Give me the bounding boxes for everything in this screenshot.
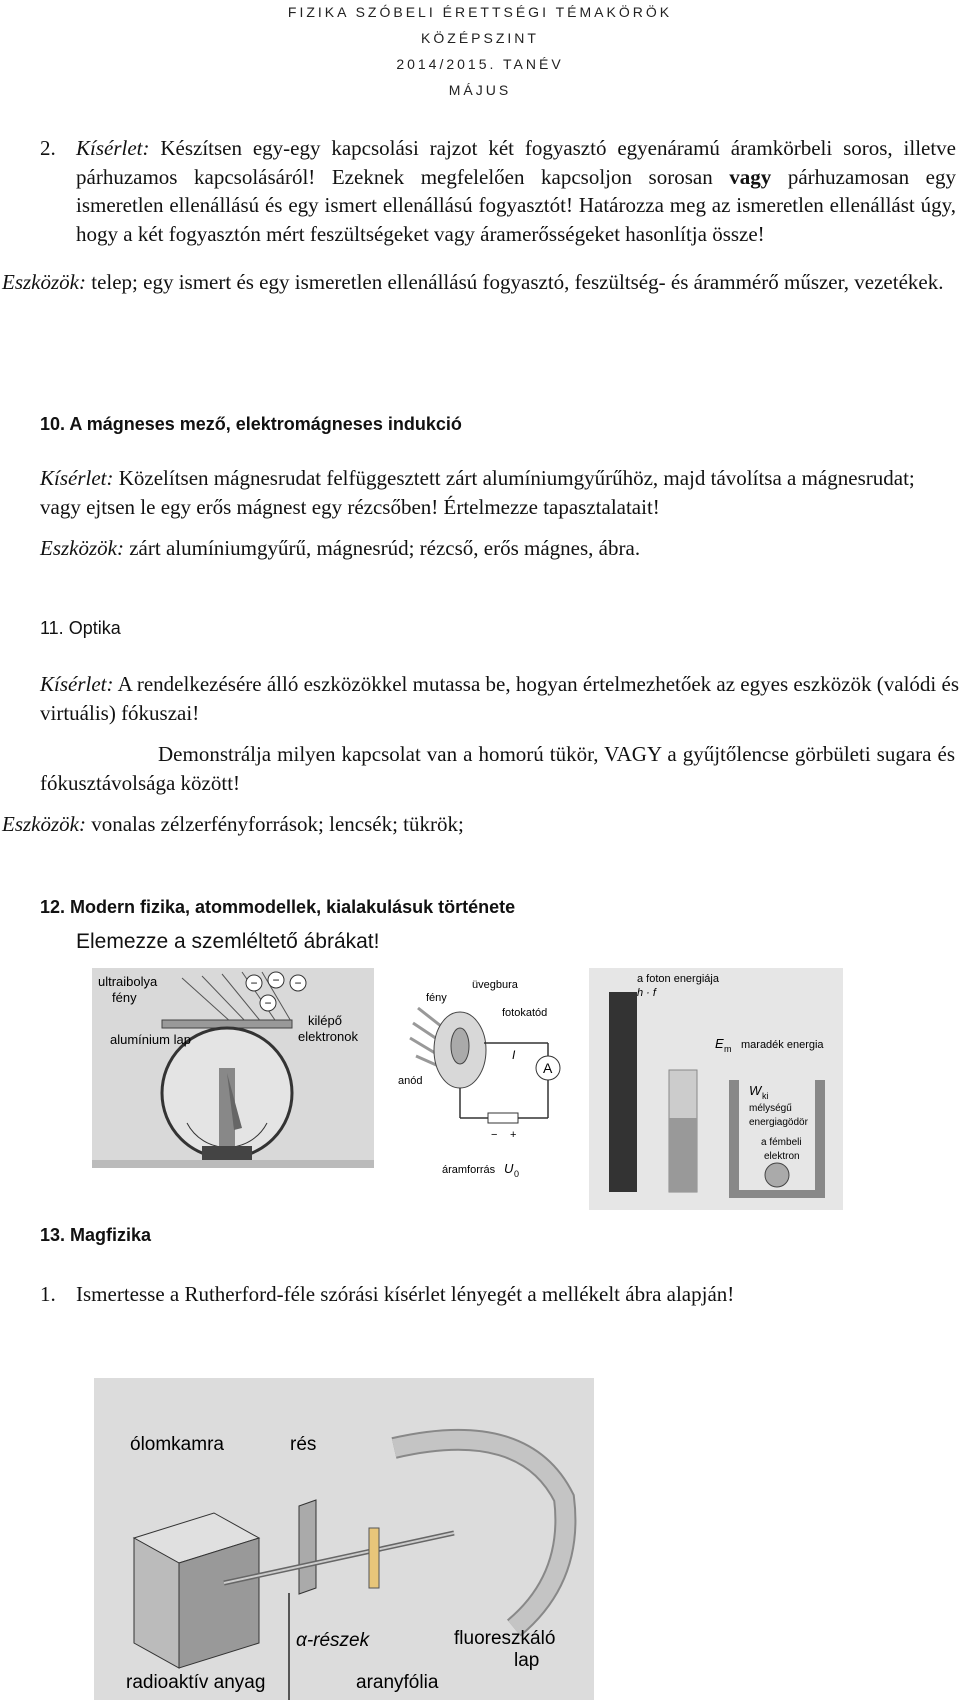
fig4-foil-label: aranyfólia xyxy=(356,1672,439,1693)
fig3-photon-label2: h · f xyxy=(637,987,656,999)
item2-tools-label: Eszközök: xyxy=(2,270,86,294)
svg-text:−: − xyxy=(294,976,302,990)
fig2-plus: + xyxy=(510,1129,517,1141)
fig3-metal-label2: elektron xyxy=(764,1151,800,1162)
section11-body: A rendelkezésére álló eszközökkel mutassa be, hogyan értelmezhetőek az egyes eszközök (valódi és virtuális) fókuszai! xyxy=(40,672,959,725)
item2-bold: vagy xyxy=(729,164,772,189)
fig3-metal-label1: a fémbeli xyxy=(761,1137,802,1148)
section12-subtitle: Elemezze a szemléltető ábrákat! xyxy=(76,930,380,953)
header-year: 2014/2015. TANÉV xyxy=(396,56,564,72)
fig4-slit-label: rés xyxy=(290,1434,317,1455)
fig2-anode-label: anód xyxy=(398,1075,423,1087)
section13-item-number: 1. xyxy=(40,1282,56,1306)
fig3-wk-label: W xyxy=(749,1083,762,1098)
fig3-well-label1: mélységű xyxy=(749,1103,792,1114)
fig3-em-sub: m xyxy=(724,1044,732,1054)
fig1-uv-label2: fény xyxy=(112,990,137,1005)
section10-tools-label: Eszközök: xyxy=(40,536,124,560)
header-month: MÁJUS xyxy=(448,82,512,98)
fig4-source-label: radioaktív anyag xyxy=(126,1672,266,1693)
item2-text xyxy=(76,134,956,248)
svg-text:−: − xyxy=(272,973,280,987)
rutherford-figure xyxy=(94,1378,594,1700)
fig3-remaining-label: maradék energia xyxy=(741,1039,824,1051)
item2-number: 2. xyxy=(40,136,56,160)
fig2-voltage-label: U xyxy=(504,1161,514,1176)
section12-title: 12. Modern fizika, atommodellek, kialakulásuk története xyxy=(40,897,516,917)
fig1-plate-label: alumínium lap xyxy=(110,1032,191,1047)
fig2-glass-label: üvegbura xyxy=(472,979,518,991)
item2-label: Kísérlet: xyxy=(76,136,150,160)
item2-tools xyxy=(2,268,957,297)
section11-tools-text: vonalas zélzerfényforrások; lencsék; tükrök; xyxy=(85,812,464,836)
fig1-electrons-label: kilépő xyxy=(308,1013,342,1028)
fig2-light-label: fény xyxy=(426,992,447,1004)
section10-body: Közelítsen mágnesrudat felfüggesztett zárt alumíniumgyűrűhöz, majd távolítsa a mágnesrudat; vagy ejtsen le egy erős mágnest egy rézcsőben! Értelmezze tapasztalatait! xyxy=(40,466,915,519)
section10-title: 10. A mágneses mező, elektromágneses indukció xyxy=(40,414,462,434)
fig2-voltage-sub: 0 xyxy=(514,1169,520,1179)
section13-item-text: Ismertesse a Rutherford-féle szórási kísérlet lényegét a mellékelt ábra alapján! xyxy=(76,1282,735,1306)
fig3-well-label2: energiagödör xyxy=(749,1117,808,1128)
fig3-photon-label: a foton energiája xyxy=(637,973,719,985)
section11-tools-label: Eszközök: xyxy=(2,812,86,836)
fig2-minus: − xyxy=(491,1129,498,1141)
fig2-ammeter-label: A xyxy=(543,1060,553,1076)
section11-text2: Demonstrálja milyen kapcsolat van a homorú tükör, VAGY a gyűjtőlencse görbületi sugara és fókusztávolsága között! xyxy=(40,742,955,795)
section10-text xyxy=(40,464,960,521)
header-level: KÖZÉPSZINT xyxy=(421,30,539,46)
fig4-alpha-label: α-részek xyxy=(296,1630,370,1651)
fig4-screen-label: fluoreszkáló xyxy=(454,1628,556,1649)
fig3-em-label: E xyxy=(715,1036,724,1051)
fig4-chamber-label: ólomkamra xyxy=(130,1434,224,1455)
item2-text-part1: Készítsen egy-egy kapcsolási rajzot két fogyasztó egyenáramú áramkörbeli soros, illetve párhuzamos kapcsolásáról! Ezeknek megfelelően kapcsoljon sorosan xyxy=(76,136,956,189)
section11-tools xyxy=(2,810,902,839)
section11-title: 11. Optika xyxy=(40,618,121,638)
energy-figure xyxy=(589,968,843,1210)
section11-text xyxy=(40,670,960,727)
section10-label: Kísérlet: xyxy=(40,466,114,490)
section11-label: Kísérlet: xyxy=(40,672,114,696)
section13-title: 13. Magfizika xyxy=(40,1225,152,1245)
item2-text-part2: párhuzamosan egy ismeretlen ellenállású és egy ismert ellenállású fogyasztót! Határozza meg az ismeretlen ellenállást úgy, hogy a két fogyasztón mért feszültségeket vagy áramerősségeket hasonlítja össze! xyxy=(76,164,956,246)
fig1-uv-label: ultraibolya xyxy=(98,974,158,989)
svg-text:−: − xyxy=(264,996,272,1010)
section10-tools-text: zárt alumíniumgyűrű, mágnesrúd; rézcső, erős mágnes, ábra. xyxy=(123,536,641,560)
fig2-cathode-label: fotokatód xyxy=(502,1007,548,1019)
fig2-source-label: áramforrás xyxy=(442,1164,496,1176)
fig2-current-label: I xyxy=(512,1048,516,1062)
fig3-wk-sub: ki xyxy=(762,1091,769,1101)
svg-text:−: − xyxy=(250,976,258,990)
item2-tools-text: telep; egy ismert és egy ismeretlen ellenállású fogyasztó, feszültség- és árammérő műszer, vezetékek. xyxy=(85,270,944,294)
fig4-screen-label2: lap xyxy=(514,1650,540,1671)
header-title: FIZIKA SZÓBELI ÉRETTSÉGI TÉMAKÖRÖK xyxy=(287,4,673,20)
electroscope-figure xyxy=(92,968,374,1168)
section10-tools xyxy=(40,534,940,563)
photocell-figure xyxy=(388,968,578,1186)
fig1-electrons-label2: elektronok xyxy=(298,1029,358,1044)
